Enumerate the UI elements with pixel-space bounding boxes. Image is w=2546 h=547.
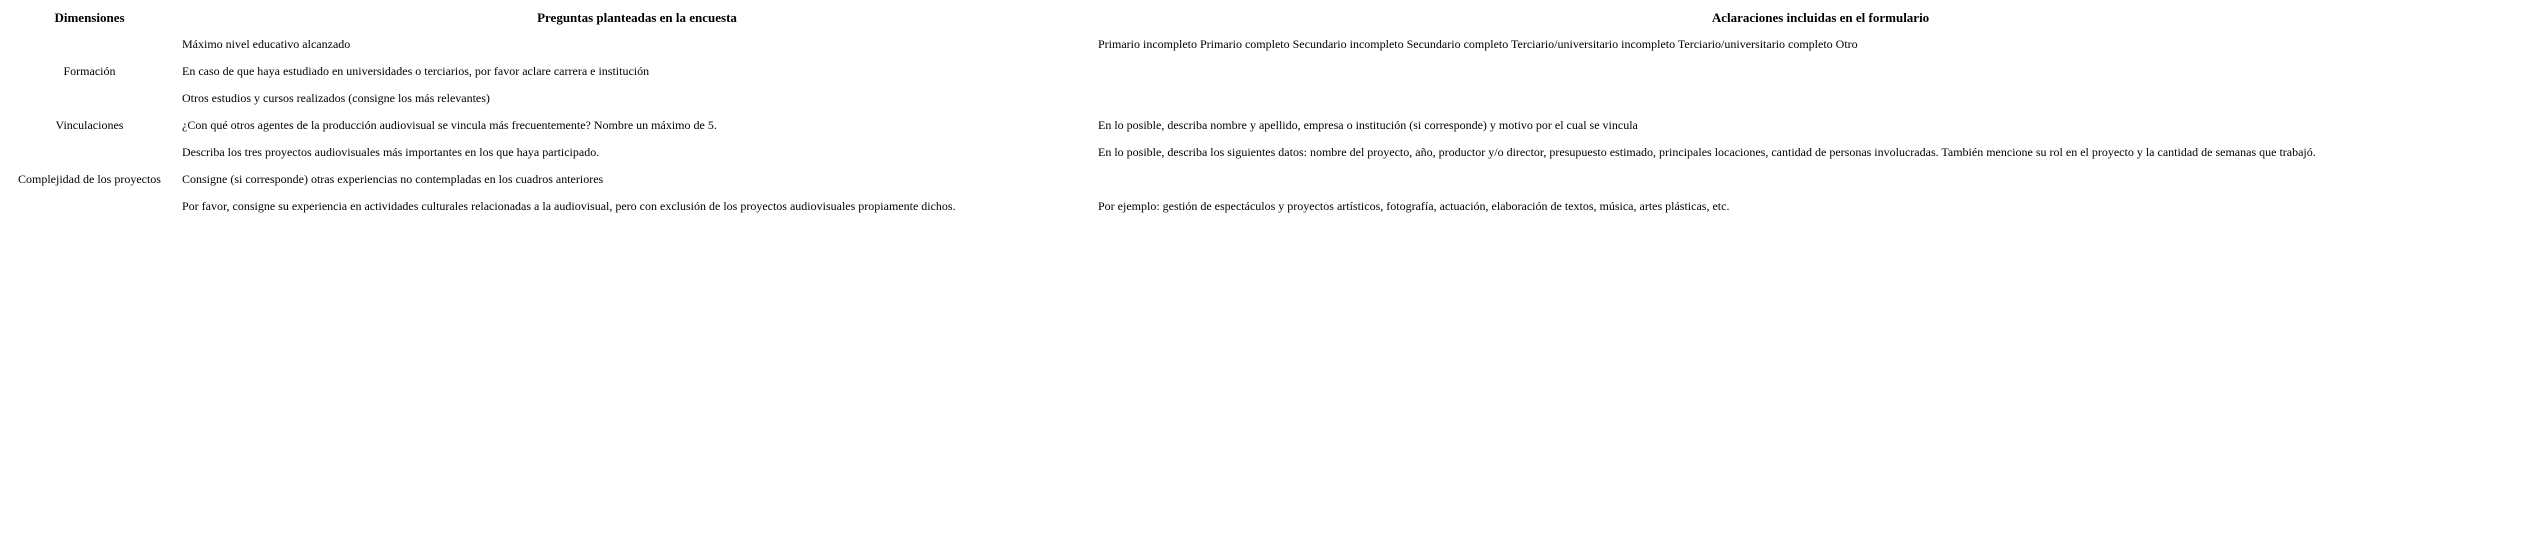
clarification-cell: En lo posible, describa nombre y apellido, empresa o institución (si corresponde) y motivo por el cual se vincula	[1098, 117, 1638, 132]
question-cell: Por favor, consigne su experiencia en actividades culturales relacionadas a la audiovisual, pero con exclusión de los proyectos audiovisuales propiamente dichos.	[182, 198, 956, 213]
clarification-cell	[1095, 57, 2546, 84]
header-question: Preguntas planteadas en la encuesta	[537, 10, 737, 25]
dimension-cell: Formación	[63, 63, 116, 78]
table-row	[0, 57, 2546, 84]
dimension-cell	[0, 30, 179, 57]
table-row	[0, 84, 2546, 111]
clarification-cell: En lo posible, describa los siguientes datos: nombre del proyecto, año, productor y/o director, presupuesto estimado, principales locaciones, cantidad de personas involucradas. También mencione su rol en el proyecto y la cantidad de semanas que trabajó.	[1098, 144, 2316, 159]
table-row	[0, 30, 2546, 57]
table-row	[0, 138, 2546, 165]
question-cell: Describa los tres proyectos audiovisuales más importantes en los que haya participado.	[182, 144, 600, 159]
table-row	[0, 192, 2546, 219]
question-cell: Otros estudios y cursos realizados (consigne los más relevantes)	[182, 90, 490, 105]
table-row	[0, 111, 2546, 138]
dimension-cell	[0, 84, 179, 111]
dimension-cell: Complejidad de los proyectos	[18, 171, 161, 186]
header-clarification: Aclaraciones incluidas en el formulario	[1711, 10, 1930, 25]
question-cell: Consigne (si corresponde) otras experiencias no contempladas en los cuadros anteriores	[182, 171, 604, 186]
survey-table	[0, 6, 2546, 219]
clarification-cell: Primario incompleto Primario completo Secundario incompleto Secundario completo Terciario/universitario incompleto Terciario/universitario completo Otro	[1098, 36, 1858, 51]
question-cell: ¿Con qué otros agentes de la producción audiovisual se vincula más frecuentemente? Nombre un máximo de 5.	[182, 117, 717, 132]
dimension-cell	[0, 192, 179, 219]
question-cell: En caso de que haya estudiado en universidades o terciarios, por favor aclare carrera e institución	[182, 63, 650, 78]
header-row	[0, 6, 2546, 30]
clarification-cell: Por ejemplo: gestión de espectáculos y proyectos artísticos, fotografía, actuación, elaboración de textos, música, artes plásticas, etc.	[1098, 198, 1730, 213]
dimension-cell	[0, 138, 179, 165]
header-dimension: Dimensiones	[54, 10, 125, 25]
clarification-cell	[1095, 84, 2546, 111]
clarification-cell	[1095, 165, 2546, 192]
table-row	[0, 165, 2546, 192]
question-cell: Máximo nivel educativo alcanzado	[182, 36, 351, 51]
dimension-cell: Vinculaciones	[55, 117, 124, 132]
